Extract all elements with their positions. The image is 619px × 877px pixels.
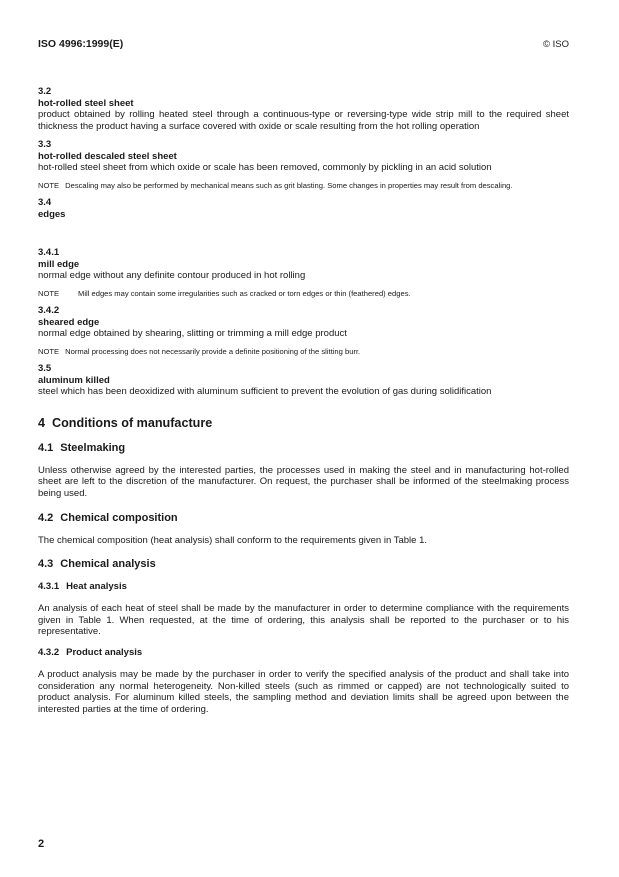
term-definition: hot-rolled steel sheet from which oxide or scale has been removed, commonly by pickling in an acid solution (38, 162, 492, 174)
section-heading-4-3 (38, 558, 569, 570)
term-number: 3.2 (38, 86, 52, 97)
term-name: edges (38, 208, 66, 220)
section-title: Conditions of manufacture (52, 415, 213, 430)
paragraph: An analysis of each heat of steel shall be made by the manufacturer in order to determine compliance with the requirements given in Table 1. When requested, at the time of ordering, this analysis shall be reported to the purchaser or to his representative. (38, 603, 569, 638)
section-heading-4-1 (38, 442, 569, 454)
standard-designation: ISO 4996:1999(E) (38, 38, 124, 50)
section-number: 4 (38, 415, 46, 430)
section-heading-4-3-2 (38, 647, 569, 658)
term-name: hot-rolled descaled steel sheet (38, 150, 177, 162)
section-title: Heat analysis (66, 581, 127, 593)
term-3-4 (38, 197, 569, 220)
section-heading-4-2 (38, 512, 569, 524)
term-definition: normal edge obtained by shearing, slitting or trimming a mill edge product (38, 328, 347, 340)
section-heading-4-3-1 (38, 581, 569, 592)
paragraph: The chemical composition (heat analysis) shall conform to the requirements given in Table 1. (38, 534, 427, 546)
page-content (38, 86, 569, 720)
term-number: 3.4 (38, 197, 52, 209)
note-text: Mill edges may contain some irregularities such as cracked or torn edges or thin (feathered) edges. (78, 288, 411, 298)
term-name: sheared edge (38, 316, 100, 328)
section-title: Chemical composition (60, 511, 178, 524)
section-number: 4.3 (38, 558, 54, 571)
note-text: Descaling may also be performed by mechanical means such as grit blasting. Some changes in properties may result from descaling. (65, 180, 513, 190)
page-number: 2 (38, 838, 45, 850)
term-3-4-1 (38, 247, 569, 282)
term-number: 3.4.1 (38, 247, 60, 259)
paragraph: Unless otherwise agreed by the interested parties, the processes used in making the steel and in manufacturing hot-rolled sheet are left to the discretion of the manufacturer. On request, the purchaser shall be informed of the steelmaking process being used. (38, 464, 569, 499)
term-definition: normal edge without any definite contour produced in hot rolling (38, 270, 306, 282)
term-name: mill edge (38, 258, 80, 270)
term-name: aluminum killed (38, 374, 110, 386)
term-definition: product obtained by rolling heated steel through a continuous-type or reversing-type wide strip mill to the required sheet thickness the product having a surface covered with oxide or scale resulting from the hot rolling operation (38, 109, 569, 132)
section-number: 4.2 (38, 511, 54, 524)
term-definition: steel which has been deoxidized with aluminum sufficient to prevent the evolution of gas during solidification (38, 386, 492, 398)
section-title: Chemical analysis (60, 558, 156, 571)
term-3-2 (38, 86, 569, 132)
term-number: 3.3 (38, 139, 52, 151)
section-heading-4 (38, 416, 569, 430)
term-number: 3.5 (38, 363, 52, 375)
term-3-3 (38, 139, 569, 174)
note (38, 289, 569, 298)
section-title: Steelmaking (60, 441, 126, 454)
section-number: 4.3.1 (38, 581, 60, 593)
section-number: 4.1 (38, 441, 54, 454)
note-label: NOTE (38, 346, 60, 356)
note-label: NOTE (38, 180, 60, 190)
copyright-notice: © ISO (542, 39, 569, 50)
note-text: Normal processing does not necessarily provide a definite positioning of the slitting burr. (65, 346, 361, 356)
paragraph: A product analysis may be made by the purchaser in order to verify the specified analysis of the product and shall take into consideration any normal heterogeneity. Non-killed steels (such as rimmed or capped) are not technologically suited to product analysis. For aluminum killed steels, the sampling method and deviation limits shall be agreed upon between the interested parties at the time of ordering. (38, 668, 569, 715)
term-name: hot-rolled steel sheet (38, 97, 134, 109)
section-title: Product analysis (66, 646, 143, 658)
note (38, 347, 569, 356)
note-label: NOTE (38, 288, 60, 298)
section-number: 4.3.2 (38, 646, 60, 658)
term-3-4-2 (38, 305, 569, 340)
term-3-5 (38, 363, 569, 398)
note (38, 181, 569, 190)
term-number: 3.4.2 (38, 305, 60, 317)
document-page (38, 0, 569, 877)
